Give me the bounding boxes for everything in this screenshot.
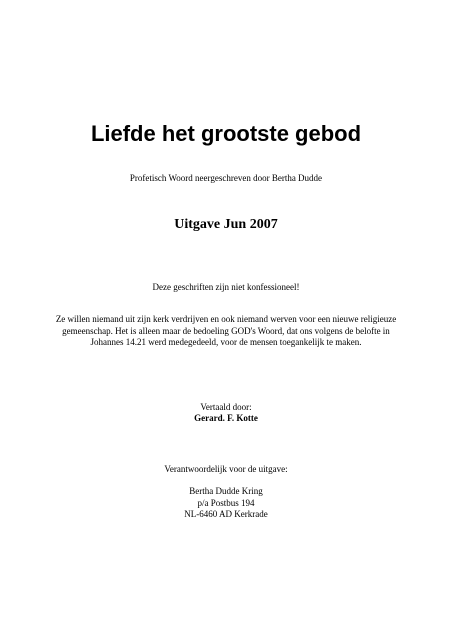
- publisher-address: [0, 486, 452, 521]
- address-line: p/a Postbus 194: [197, 497, 255, 508]
- paragraph-line: gemeenschap. Het is alleen maar de bedoeling GOD's Woord, dat ons volgens de belofte in: [62, 325, 390, 336]
- intro-paragraph: [52, 314, 400, 349]
- paragraph-line: Johannes 14.21 werd medegedeeld, voor de mensen toegankelijk te maken.: [90, 337, 362, 347]
- address-line: NL-6460 AD Kerkrade: [184, 509, 268, 519]
- address-line: Bertha Dudde Kring: [189, 486, 263, 496]
- document-title: Liefde het grootste gebod: [90, 121, 362, 146]
- translated-by-label: Vertaald door:: [200, 402, 252, 412]
- translator-name: Gerard. F. Kotte: [194, 413, 258, 423]
- document-subtitle: Profetisch Woord neergeschreven door Bertha Dudde: [129, 173, 323, 183]
- edition-label: Uitgave Jun 2007: [174, 217, 278, 232]
- responsible-label: Verantwoordelijk voor de uitgave:: [164, 464, 288, 474]
- confession-notice: Deze geschriften zijn niet konfessioneel!: [152, 282, 300, 292]
- paragraph-line: Ze willen niemand uit zijn kerk verdrijven en ook niemand werven voor een nieuwe religieuze: [55, 314, 397, 324]
- translation-credit: [0, 402, 452, 424]
